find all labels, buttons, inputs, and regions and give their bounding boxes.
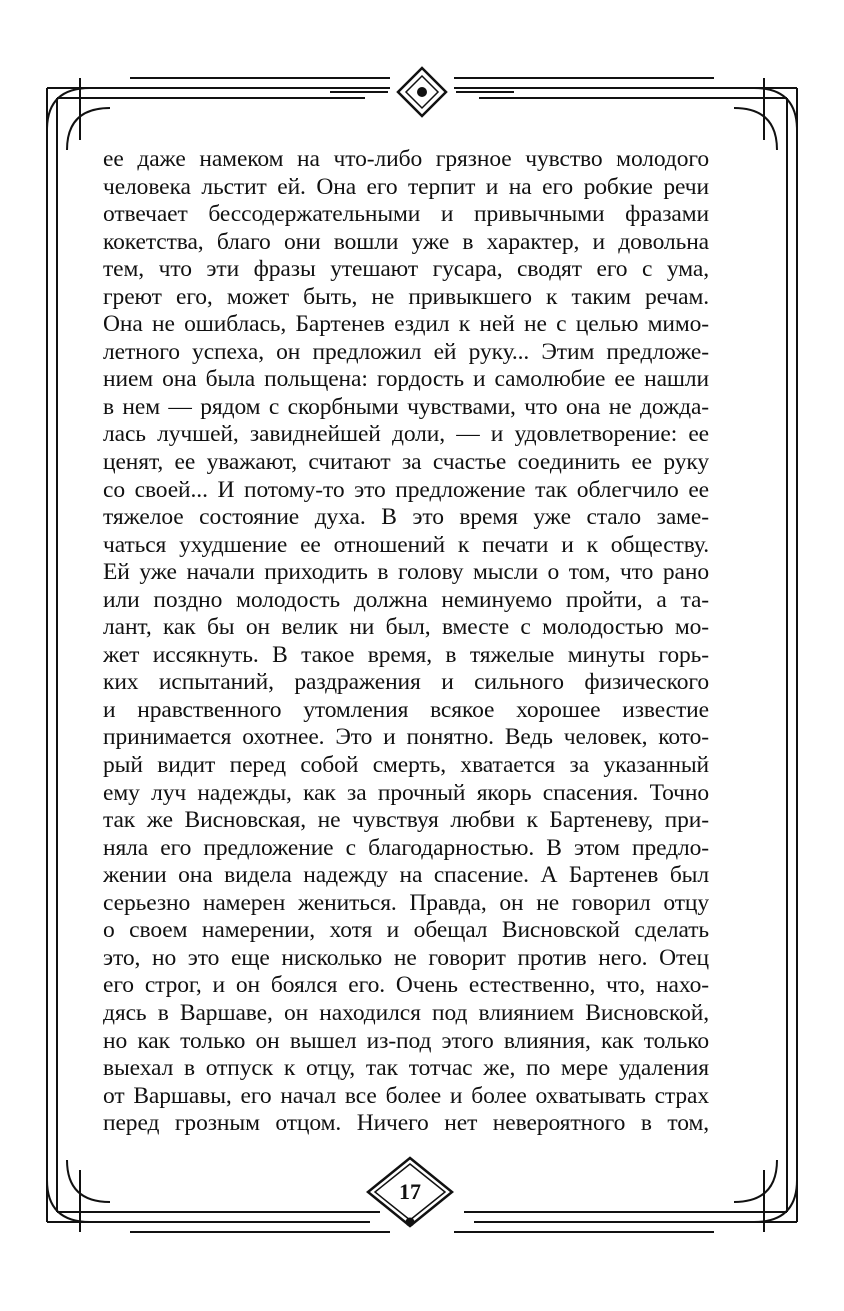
text-line: тяжелое состояние духа. В это время уже стало заме- [103,504,709,531]
text-line: Ей уже начали приходить в голову мысли о том, что рано [103,559,709,586]
page-number: 17 [399,1179,421,1204]
text-line: греют его, может быть, не привыкшего к таким речам. [103,283,709,310]
text-line: дясь в Варшаве, он находился под влиянием Висновской, [103,999,709,1026]
text-line: выехал в отпуск к отцу, так тотчас же, по мере удаления [103,1055,709,1082]
text-line: рый видит перед собой смерть, хватается за указанный [103,752,709,779]
text-line: ее даже намеком на что-либо грязное чувство молодого [103,146,709,172]
text-line: ему луч надежды, как за прочный якорь спасения. Точно [103,779,709,806]
text-line: летного успеха, он предложил ей руку... Этим предложе- [103,338,709,365]
bottom-diamond-dot [406,1218,415,1227]
text-line: нием она была польщена: гордость и самолюбие ее нашли [103,366,709,393]
text-line: ких испытаний, раздражения и сильного физического [103,669,709,696]
text-line: жении она видела надежду на спасение. А Бартенев был [103,862,709,889]
text-line: няла его предложение с благодарностью. В этом предло- [103,834,709,861]
text-line: перед грозным отцом. Ничего нет невероятного в том, [103,1110,709,1137]
text-line: принимается охотнее. Это и понятно. Ведь человек, кото- [103,724,709,751]
text-line: его строг, и он боялся его. Очень естественно, что, нахо- [103,972,709,999]
text-line: кокетства, благо они вошли уже в характер, и довольна [103,228,709,255]
body-text [103,146,709,1138]
text-line: жет иссякнуть. В такое время, в тяжелые минуты горь- [103,641,709,668]
text-line: тем, что эти фразы утешают гусара, сводят его с ума, [103,256,709,283]
text-line: или поздно молодость должна неминуемо пройти, а та- [103,586,709,613]
text-line: так же Висновская, не чувствуя любви к Бартеневу, при- [103,807,709,834]
text-line: Она не ошиблась, Бартенев ездил к ней не с целью мимо- [103,311,709,338]
text-line: это, но это еще нисколько не говорит против него. Отец [103,944,709,971]
text-line: от Варшавы, его начал все более и более охватывать страх [103,1082,709,1109]
text-line: лант, как бы он велик ни был, вместе с молодостью мо- [103,614,709,641]
text-line: в нем — рядом с скорбными чувствами, что она не дожда- [103,393,709,420]
text-line: серьезно намерен жениться. Правда, он не говорил отцу [103,889,709,916]
text-line: лась лучшей, завиднейшей доли, — и удовлетворение: ее [103,421,709,448]
text-line: человека льстит ей. Она его терпит и на его робкие речи [103,173,709,200]
text-line: и нравственного утомления всякое хорошее известие [103,696,709,723]
text-line: но как только он вышел из-под этого влияния, как только [103,1027,709,1054]
text-line: отвечает бессодержательными и привычными фразами [103,201,709,228]
text-line: о своем намерении, хотя и обещал Висновской сделать [103,917,709,944]
text-line: чаться ухудшение ее отношений к печати и к обществу. [103,531,709,558]
top-diamond-dot [417,87,427,97]
text-line: ценят, ее уважают, считают за счастье соединить ее руку [103,449,709,476]
text-line: со своей... И потому-то это предложение так облегчило ее [103,476,709,503]
